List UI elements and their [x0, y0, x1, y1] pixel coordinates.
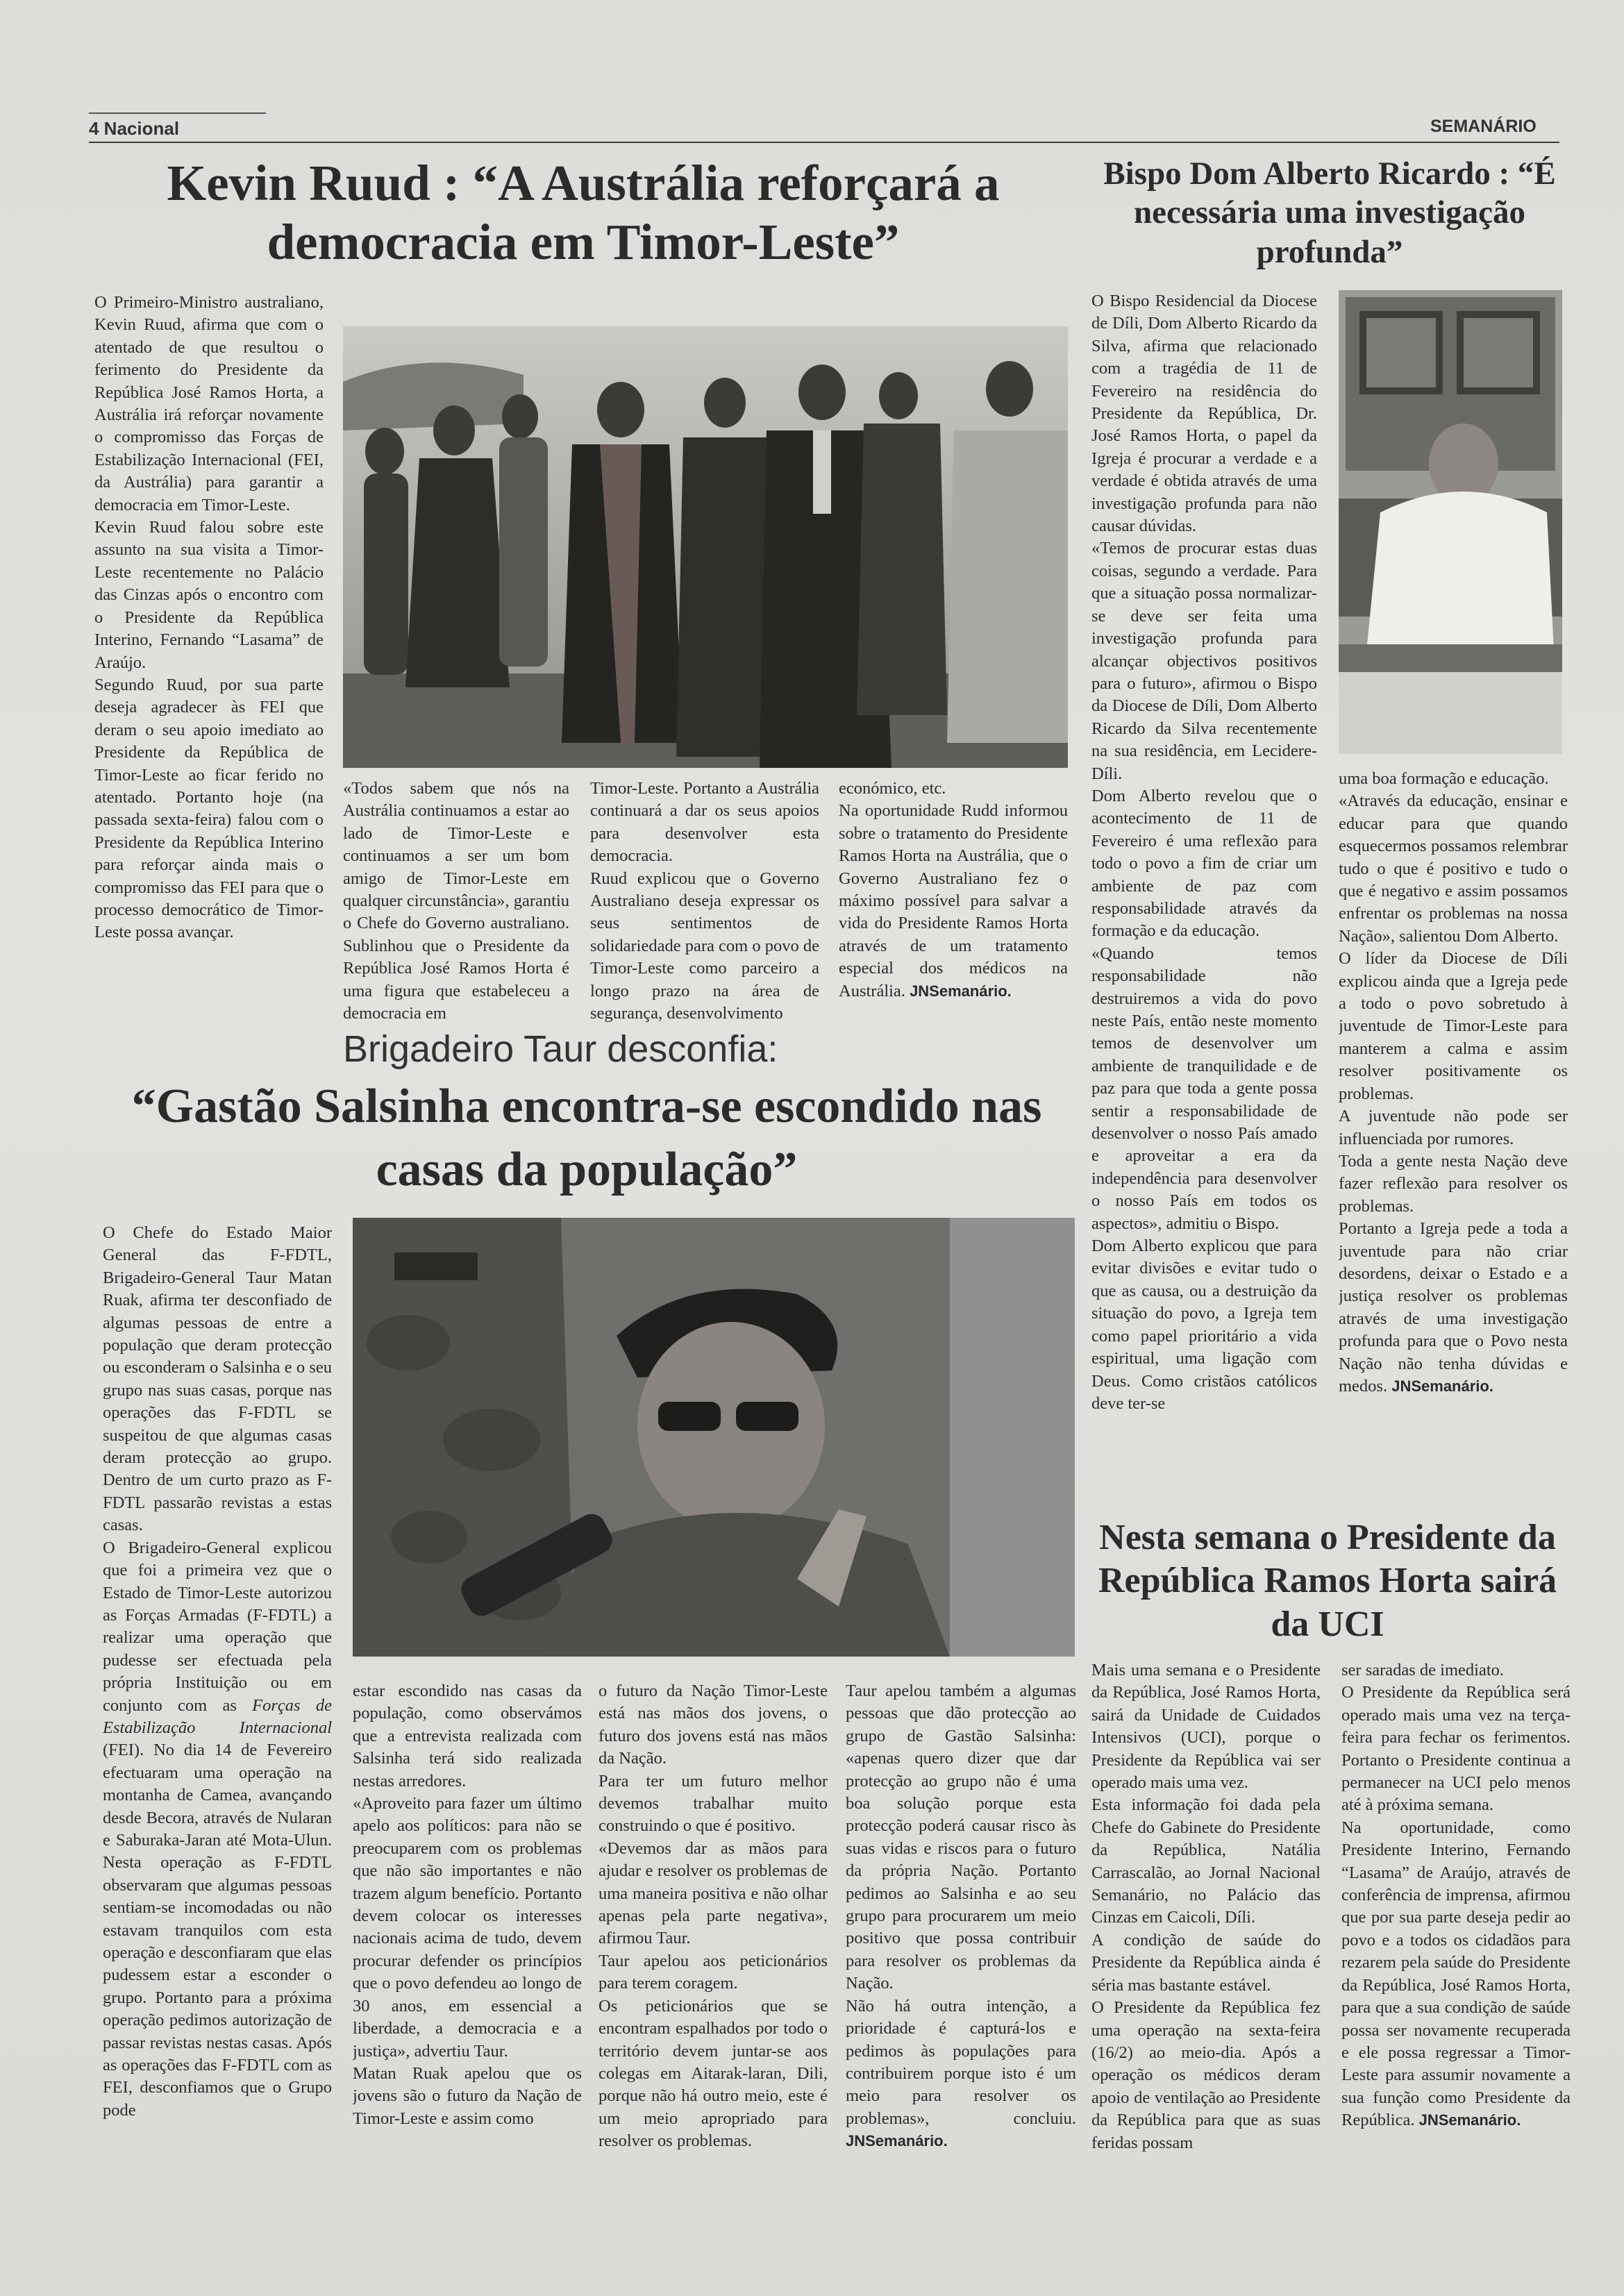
article4-headline: Nesta semana o Presidente da República Ramos Horta sairá da UCI [1098, 1518, 1557, 1644]
article4-col2-text-c: Na oportunidade, como Presidente Interino, Fernando “Lasama” de Araújo, através de conferência de imprensa, afirmou que por sua parte deseja pedir ao povo e a todos os cidadãos para rezarem pela saúde do Presidente da República, José Ramos Horta, para que a sua condição de saúde possa ser novamente recuperada e ele possa regressar a Timor-Leste para assumir novamente a sua função como Presidente da República. [1341, 1818, 1571, 2130]
article4-col2-text-b: O Presidente da República será operado mais uma vez na terça-feira para fechar os ferimentos. Portanto o Presidente continua a permanecer na UCI pelo menos até à próxima semana. [1341, 1683, 1571, 1815]
article4-col1-text-a: Mais uma semana e o Presidente da República, José Ramos Horta, sairá da Unidade de Cuidados Intensivos (UCI), porque o Presidente da República vai ser operado mais uma vez. [1091, 1661, 1321, 1793]
article2-kicker: Brigadeiro Taur desconfia: [343, 1028, 778, 1070]
article2-col4-text-b: Não há outra intenção, a prioridade é capturá-los e pedimos às populações para contribuirem porque isto é um meio para resolver os problemas», concluiu. [846, 1996, 1076, 2128]
article3-col1-text-a: O Bispo Residencial da Diocese de Díli, Dom Alberto Ricardo da Silva, afirma que relacionado com a tragédia de 11 de Fevereiro na residência do Presidente da República, Dr. José Ramos Horta, o papel da Igreja é procurar a verdade e a verdade é obtida através de uma investigação profunda para não causar dúvidas. [1091, 292, 1317, 536]
article3-headline: Bispo Dom Alberto Ricardo : “É necessária uma investigação profunda” [1103, 156, 1556, 270]
article1-lead-text: O Primeiro-Ministro australiano, Kevin Ruud, afirma que com o atentado de que resultou o ferimento do Presidente da República José Ramos Horta, a Austrália irá reforçar novamente o compromisso das Forças de Estabilização Internacional (FEI, da Austrália) para garantir a democracia em Timor-Leste. [94, 293, 324, 514]
photo-taur-matan-ruak [353, 1218, 1075, 1657]
article2-col1 [103, 1222, 332, 2229]
article2-col4 [846, 1680, 1076, 2229]
article2-col4-text-a: Taur apelou também a algumas pessoas que dão protecção ao grupo de Gastão Salsinha: «apenas quero dizer que dar protecção ao grupo não é uma boa solução porque esta protecção poderá causar risco às suas vidas e riscos para o futuro da própria Nação. Portanto pedimos ao Salsinha e ao seu grupo para procurarem um meio positivo que possa contribuir para resolver os problemas da Nação. [846, 1682, 1076, 1993]
article2-col2-text-a: estar escondido nas casas da população, como observámos que a entrevista realizada com Salsinha terá sido realizada nestas arredores. [353, 1682, 582, 1791]
article2-col3-text-b: Para ter um futuro melhor devemos trabalhar muito construindo o que é positivo. [598, 1771, 828, 1836]
article2-col3-text-e: Os peticionários que se encontram espalhados por todo o território devem juntar-se aos colegas em Aitarak-laran, Dili, porque não há outro meio, este é um meio apropriado para resolver os problemas. [598, 1996, 828, 2151]
article1-col4 [839, 778, 1068, 1031]
article2-signature: JNSemanário. [846, 2132, 948, 2150]
article4-signature: JNSemanário. [1418, 2111, 1521, 2129]
article2-col1-text-b-pre: O Brigadeiro-General explicou que foi a primeira vez que o Estado de Timor-Leste autorizou as Forças Armadas (F-FDTL) a realizar uma operação que pudesse ser efectuada pela própria Instituição ou em conjunto com as [103, 1538, 332, 1715]
article4-col1 [1091, 1659, 1321, 2229]
article2-col1-text-b [103, 1537, 332, 2122]
article3-col1-text-d: «Quando temos responsabilidade não destruiremos a vida do povo neste País, então neste momento temos de desenvolver um ambiente de tranquilidade e de paz para que toda a gente possa sentir a responsabilidade de desenvolver o nosso País amado e aproveitar a era da independência para desenvolver o nosso País em todos os aspectos», admitiu o Bispo. [1091, 944, 1317, 1233]
article2-col3 [598, 1680, 828, 2229]
article2-col3-text-d: Taur apelou aos peticionários para terem coragem. [598, 1951, 828, 1993]
article3-col2 [1339, 768, 1568, 1512]
article3-col1-text-c: Dom Alberto revelou que o acontecimento de 11 de Fevereiro é uma reflexão para todo o povo a fim de criar um ambiente de paz com responsabilidade através da formação e da educação. [1091, 786, 1317, 941]
article1-p2: Kevin Ruud falou sobre este assunto na sua visita a Timor-Leste recentemente no Palácio das Cinzas após o encontro com o Presidente da República Interino, Fernando “Lasama” de Araújo. [94, 518, 324, 672]
article2-col1-text-a: O Chefe do Estado Maior General das F-FDTL, Brigadeiro-General Taur Matan Ruak, afirma ter desconfiado de algumas pessoas de entre a população que deram protecção ou esconderam o Salsinha e o seu grupo nas suas casas, porque nas operações das F-FDTL se suspeitou de que algumas casas deram protecção ao grupo. Dentro de um curto prazo as F-FDTL passarão revistas a estas casas. [103, 1223, 332, 1535]
article1-p3: Segundo Ruud, por sua parte deseja agradecer às FEI que deram o seu apoio imediato ao Presidente da República de Timor-Leste ao ficar ferido no atentado. Portanto hoje (na passada sexta-feira) falou com o Presidente da República Interino para reforçar ainda mais o compromisso das FEI para que o processo democrático de Timor-Leste possa avançar. [94, 675, 324, 942]
article1-col-lead [94, 292, 324, 1031]
article2-headline: “Gastão Salsinha encontra-se escondido nas casas da população” [131, 1080, 1042, 1196]
article3-col2-text-f: Portanto a Igreja pede a toda a juventude para não criar desordens, deixar o Estado e a justiça resolver os problemas através de uma investigação profunda para que o Povo nesta Nação não tenha dúvidas e medos. [1339, 1219, 1568, 1396]
delegation-walking-image [343, 326, 1068, 768]
article1-col3 [590, 778, 819, 1031]
article3-col2-text-a: uma boa formação e educação. [1339, 769, 1549, 788]
article1-col3-text-a: Timor-Leste. Portanto a Austrália continuará a dar os seus apoios para desenvolver esta democracia. [590, 779, 819, 866]
article3-col2-text-e: Toda a gente nesta Nação deve fazer reflexão para resolver os problemas. [1339, 1151, 1568, 1216]
article2-col3-text-a: o futuro da Nação Timor-Leste está nas mãos dos jovens, o futuro dos jovens está nas mãos da Nação. [598, 1682, 828, 1768]
brigadier-portrait-image [353, 1218, 1075, 1657]
article3-signature: JNSemanário. [1391, 1377, 1493, 1395]
article4-col2-text-a: ser saradas de imediato. [1341, 1661, 1505, 1679]
article1-col3-text-b: Ruud explicou que o Governo Australiano deseja expressar os seus sentimentos de solidariedade para com o povo de Timor-Leste como parceiro a longo prazo na área de segurança, desenvolvimento [590, 869, 819, 1023]
article2-col1-text-b-post: (FEI). No dia 14 de Fevereiro efectuaram uma operação na montanha de Camea, avançando desde Becora, através de Nularan e Saburaka-Jaran até Mota-Ulun. Nesta operação as F-FDTL observaram que algumas pessoas sentiam-se incomodadas ou não estavam tranquilos com esta operação e desconfiaram que elas pudessem estar a esconder o grupo. Portanto para a próxima operação pedimos autorização de passar revistas nestas casas. Após as operações das F-FDTL com as FEI, desconfiamos que o Grupo pode [103, 1741, 332, 2120]
article2-col1-text-b-em: Forças de Estabilização Internacional [103, 1695, 332, 1737]
article3-col1 [1091, 290, 1317, 1512]
article4-col1-text-b: Esta informação foi dada pela Chefe do Gabinete do Presidente da República, Natália Carrascalão, ao Jornal Nacional Semanário, no Palácio das Cinzas em Caicoli, Díli. [1091, 1795, 1321, 1927]
article2-col2-text-c: Matan Ruak apelou que os jovens são o futuro da Nação de Timor-Leste e assim como [353, 2063, 582, 2128]
page-section-label: 4 Nacional [89, 118, 180, 139]
article1-headline: Kevin Ruud : “A Austrália reforçará a democracia em Timor-Leste” [167, 155, 1000, 270]
photo-bishop-alberto [1339, 290, 1562, 754]
article3-col2-text-c: O líder da Diocese de Díli explicou ainda que a Igreja pede a todo o povo sobretudo à juventude de Timor-Leste para manterem a calma e assim resolver positivamente os problemas. [1339, 949, 1568, 1103]
photo-kevin-rudd-delegation [343, 326, 1068, 768]
article1-col2 [343, 778, 569, 1031]
header-rule [89, 142, 1559, 143]
article1-col4-text-b: Na oportunidade Rudd informou sobre o tratamento do Presidente Ramos Horta na Austrália, que o Governo Australiano fez o máximo possível para salvar a vida do Presidente Ramos Horta através de um tratamento especial dos médicos na Austrália. [839, 801, 1068, 1000]
newspaper-name: SEMANÁRIO [1430, 117, 1537, 136]
article3-col2-text-d: A juventude não pode ser influenciada por rumores. [1339, 1107, 1568, 1148]
section-label-rule [89, 112, 266, 114]
article1-col4-text-a: económico, etc. [839, 779, 946, 798]
article4-col1-text-c: A condição de saúde do Presidente da República ainda é séria mas bastante estável. [1091, 1930, 1321, 1995]
article2-col2 [353, 1680, 582, 2229]
article1-signature: JNSemanário. [910, 982, 1012, 1000]
article4-col2 [1341, 1659, 1571, 2229]
article1-col2-text: «Todos sabem que nós na Austrália continuamos a estar ao lado de Timor-Leste e continuamos a ser um bom amigo de Timor-Leste em qualquer circunstância», garantiu o Chefe do Governo australiano. Sublinhou que o Presidente da República José Ramos Horta é uma figura que estabeleceu a democracia em [343, 779, 569, 1023]
article4-col1-text-d: O Presidente da República fez uma operação na sexta-feira (16/2) ao meio-dia. Após a operação os médicos deram apoio de ventilação ao Presidente da República para que as suas feridas possam [1091, 1998, 1321, 2152]
article3-col2-text-b: «Através da educação, ensinar e educar para que quando esquecermos possamos relembrar tudo o que é positivo e tudo o que é negativo e assim possamos enfrentar os problemas na nossa Nação», salientou Dom Alberto. [1339, 791, 1568, 946]
article3-col1-text-e: Dom Alberto explicou que para evitar divisões e evitar tudo o que as causa, ou a destruição da situação do povo, a Igreja tem como papel prioritário a vida espiritual, uma ligação com Deus. Como cristãos católicos deve ter-se [1091, 1237, 1317, 1413]
article3-col1-text-b: «Temos de procurar estas duas coisas, segundo a verdade. Para que a situação possa normalizar-se deve ser feita uma investigação profunda para alcançar objectivos positivos para o futuro», afirmou o Bispo da Diocese de Díli, Dom Alberto Ricardo da Silva recentemente na sua residência, em Lecidere-Díli. [1091, 539, 1317, 783]
article2-col2-text-b: «Aproveito para fazer um último apelo aos políticos: para não se preocuparem com os problemas que não são importantes e não trazem algum benefício. Portanto devem colocar os interesses nacionais acima de tudo, devem procurar defender os princípios que o povo defendeu ao longo de 30 anos, em essencial a liberdade, a democracia e a justiça», advertiu Taur. [353, 1794, 582, 2061]
bishop-portrait-image [1339, 290, 1562, 754]
article2-col3-text-c: «Devemos dar as mãos para ajudar e resolver os problemas de uma maneira positiva e não olhar apenas pela parte negativa», afirmou Taur. [598, 1838, 828, 1948]
